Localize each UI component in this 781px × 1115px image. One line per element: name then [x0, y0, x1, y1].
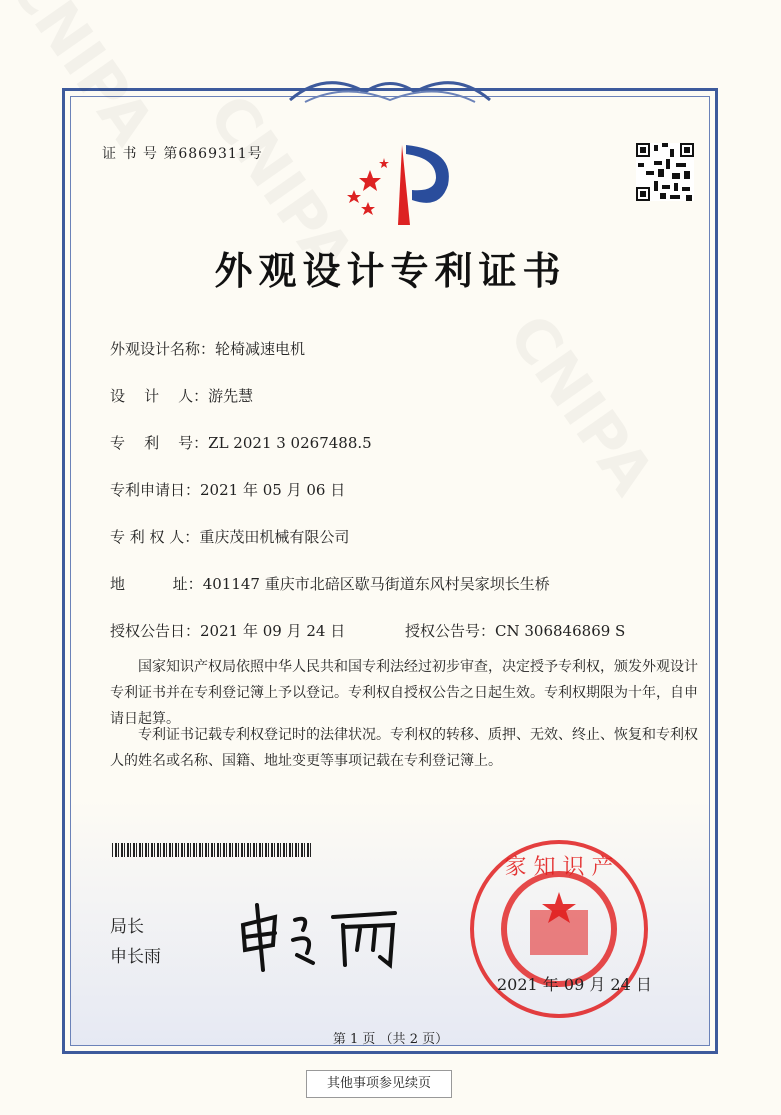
- field-announcement-number: [405, 620, 625, 641]
- director-title: 局长: [110, 917, 144, 937]
- seal-date: 2021 年 09 月 24 日: [497, 975, 652, 994]
- paragraph-legal-status: 专利证书记载专利权登记时的法律状况。专利权的转移、质押、无效、终止、恢复和专利权人的姓名或名称、国籍、地址变更等事项记载在专利登记簿上。: [110, 727, 698, 769]
- field-label: 设 计 人：: [110, 387, 209, 405]
- field-value: 401147 重庆市北碚区歇马街道东风村吴家坝长生桥: [202, 575, 550, 593]
- field-patentee: [110, 526, 349, 547]
- field-application-date: [110, 479, 345, 500]
- field-value: 游先慧: [208, 387, 254, 405]
- field-value: 重庆茂田机械有限公司: [199, 528, 350, 546]
- field-label: 地 址：: [110, 575, 203, 593]
- field-label: 专利申请日：: [110, 481, 201, 499]
- field-designer: [110, 385, 253, 406]
- continue-note: 其他事项参见续页: [306, 1070, 452, 1098]
- field-value: 2021 年 05 月 06 日: [200, 481, 346, 499]
- field-label: 授权公告号：: [405, 622, 496, 640]
- cnipa-logo: [340, 140, 455, 230]
- field-value: CN 306846869 S: [495, 622, 626, 640]
- paragraph-grant: 国家知识产权局依照中华人民共和国专利法经过初步审查，决定授予专利权，颁发外观设计专利证书并在专利登记簿上予以登记。专利权自授权公告之日起生效。专利权期限为十年，自申请日起算。: [110, 659, 698, 727]
- signature: [235, 895, 410, 975]
- svg-text:家 知 识 产: 家 知 识 产: [504, 855, 614, 880]
- ornament-top: [285, 70, 495, 110]
- field-value: 轮椅减速电机: [215, 340, 306, 358]
- director-name: 申长雨: [110, 947, 161, 967]
- field-value: 2021 年 09 月 24 日: [200, 622, 346, 640]
- field-value: ZL 2021 3 0267488.5: [208, 434, 372, 452]
- field-label: 专 利 权 人：: [110, 528, 200, 546]
- field-patent-number: [110, 432, 372, 453]
- field-design-name: [110, 338, 305, 359]
- barcode: [112, 843, 312, 857]
- certificate-number: 证 书 号 第6869311号: [102, 146, 263, 162]
- qr-code: [636, 143, 694, 201]
- page-number: 第 1 页 （共 2 页）: [332, 1032, 449, 1047]
- field-address: [110, 573, 550, 594]
- field-label: 专 利 号：: [110, 434, 209, 452]
- field-grant-date: [110, 620, 345, 641]
- field-label: 授权公告日：: [110, 622, 201, 640]
- field-label: 外观设计名称：: [110, 340, 216, 358]
- certificate-title: 外观设计专利证书: [214, 248, 567, 293]
